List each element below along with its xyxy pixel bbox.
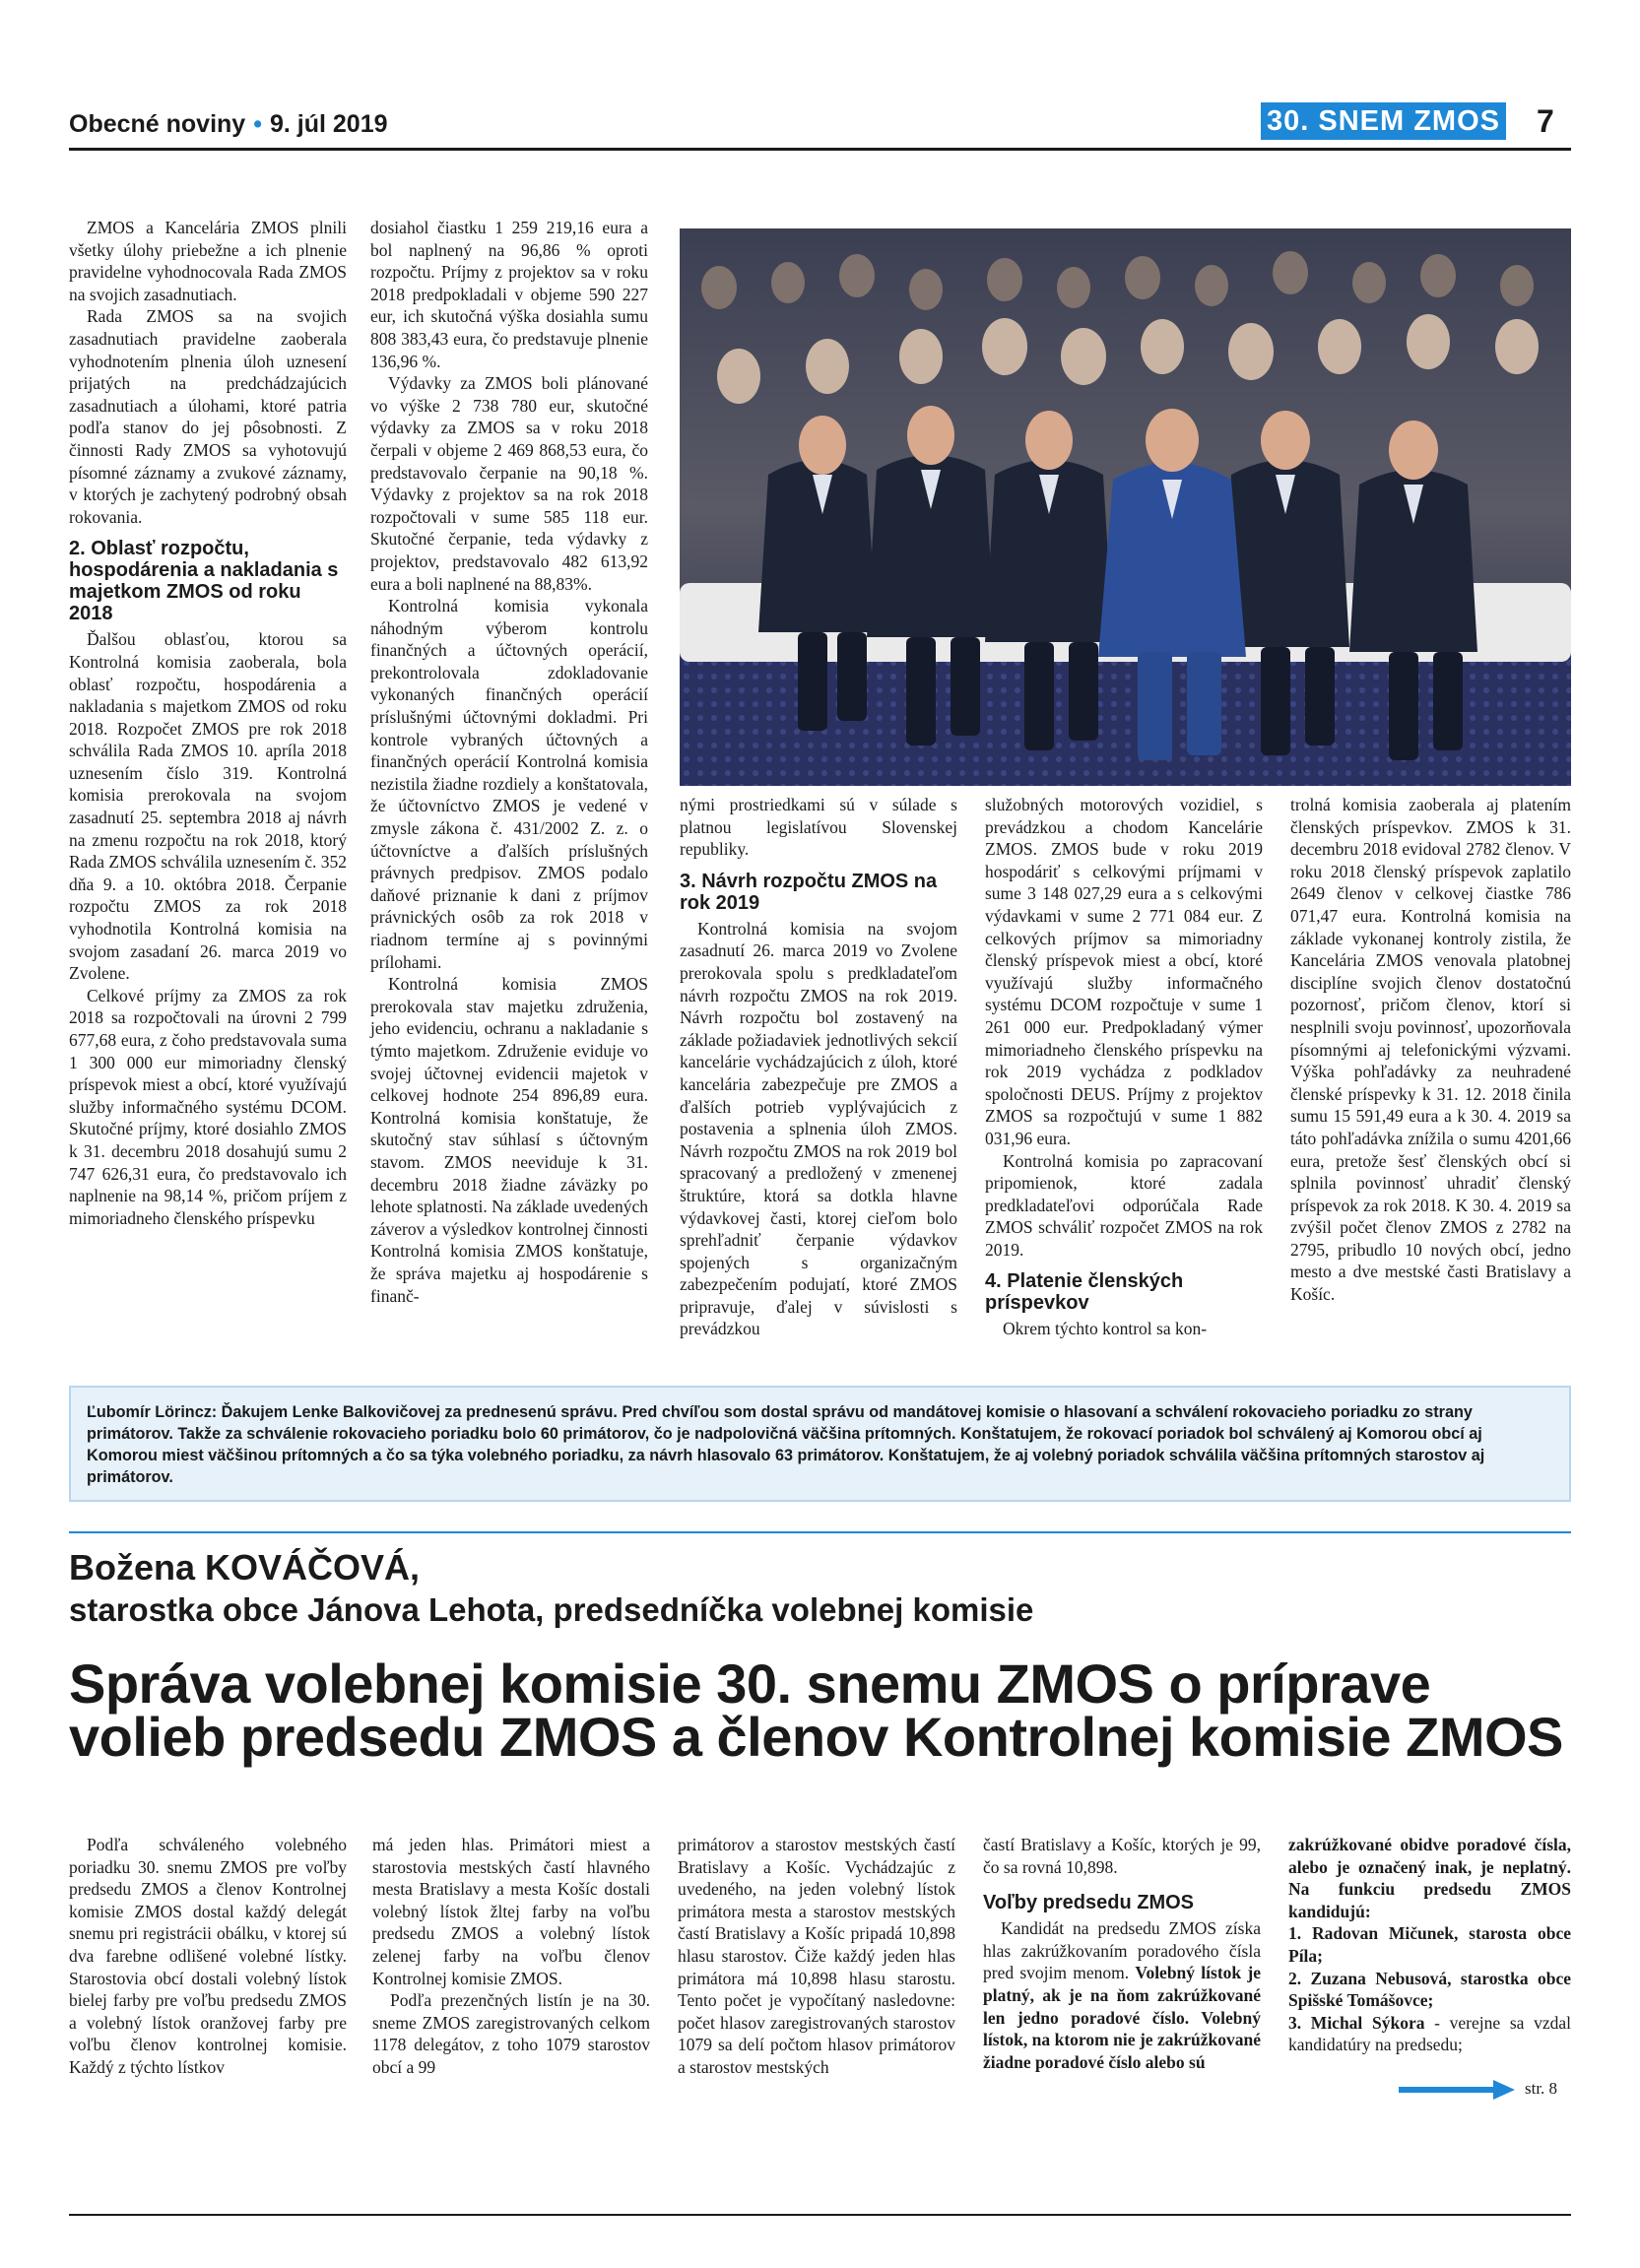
paragraph: dosiahol čiastku 1 259 219,16 eura a bol naplnený na 96,86 % oproti rozpočtu. Príjmy z projektov sa v roku 2018 predpokladali v objeme 590 227 eur, ich skutočná výška dosiahla sumu 808 383,43 eura, čo predstavuje plnenie 136,96 %. bbox=[370, 218, 648, 371]
paragraph: ZMOS a Kancelária ZMOS plnili všetky úlohy priebežne a ich plnenie pravidelne vyhodnocovala Rada ZMOS na svojich zasadnutiach. bbox=[69, 218, 347, 304]
audience-photo-illustration bbox=[680, 228, 1571, 786]
speaker-quote-box: Ľubomír Lörincz: Ďakujem Lenke Balkovičovej za prednesenú správu. Pred chvíľou som dostal správu od mandátovej komisie o hlasovaní a schválení rokovacieho poriadku zo strany primátorov. Takže za schválenie rokovacieho poriadku bolo 60 primátorov, čo je nadpolovičná väčšina prítomných. Konštatujem, že rokovací poriadok bol schválený aj Komorou obcí aj Komorou miest väčšinou prítomných a čo sa týka volebného poriadku, za návrh hlasovalo 63 primátorov. Konštatujem, že aj volebný poriadok schválila väčšina prítomných starostov aj primátorov. bbox=[69, 1386, 1571, 1502]
candidate-3-note: - verejne sa vzdal kandidatúry na predsedu; bbox=[1288, 2012, 1571, 2055]
page-number: 7 bbox=[1537, 103, 1554, 139]
paragraph: zakrúžkované obidve poradové čísla, alebo je označený inak, je neplatný. Na funkciu predsedu ZMOS kandidujú: bbox=[1288, 1835, 1571, 1921]
paragraph: Kontrolná komisia ZMOS prerokovala stav majetku združenia, jeho evidenciu, ochranu a nakladanie s týmto majetkom. Združenie eviduje vo svojej účtovnej evidencii majetok v celkovej hodnote 254 896,89 eura. Kontrolná komisia konštatuje, že skutočný stav súhlasí s účtovným stavom. ZMOS neeviduje k 31. decembru 2018 žiadne záväzky po lehote splatnosti. Na základe uvedených záverov a výsledkov kontrolnej činnosti Kontrolná komisia ZMOS konštatuje, že správa majetku aj hospodárenie s finanč- bbox=[370, 974, 648, 1306]
top-article-column-1 bbox=[69, 217, 347, 1229]
top-article-column-2 bbox=[370, 217, 648, 1307]
section-divider bbox=[69, 1531, 1571, 1533]
section-heading-4: 4. Platenie členských príspevkov bbox=[985, 1270, 1184, 1315]
text-run-bold: Volebný lístok je platný, ak je na ňom zakrúžkované len jedno poradové číslo. Volebný lístok, na ktorom nie je zakrúžkované žiadne poradové číslo alebo sú bbox=[983, 1963, 1261, 2072]
top-article-column-4 bbox=[985, 794, 1263, 1340]
paragraph: Okrem týchto kontrol sa kon- bbox=[1003, 1319, 1208, 1339]
paragraph bbox=[983, 1917, 1261, 2073]
paragraph: Výdavky za ZMOS boli plánované vo výške 2 738 780 eur, skutočné výdavky za ZMOS sa v roku 2018 čerpali v objeme 2 469 868,53 eura, čo predstavovalo čerpanie na 90,18 %. Výdavky z projektov sa na rok 2018 rozpočtovali v sume 585 118 eur. Skutočné čerpanie, teda výdavky z projektov, predstavovalo 482 613,92 eura a boli naplnené na 88,83%. bbox=[370, 373, 648, 594]
candidate-3-name: 3. Michal Sýkora bbox=[1288, 2012, 1425, 2033]
section-heading-2: 2. Oblasť rozpočtu, hospodárenia a nakladania s majetkom ZMOS od roku 2018 bbox=[69, 538, 339, 625]
paragraph: Kontrolná komisia na svojom zasadnutí 26. marca 2019 vo Zvolene prerokovala spolu s predkladateľom návrh rozpočtu ZMOS na rok 2019. Návrh rozpočtu bol zostavený na základe požiadaviek jednotlivých sekcií kancelárie vychádzajúcich z úloh, ktoré kancelária zabezpečuje pre ZMOS a ďalších potrieb vyplývajúcich z postavenia a splnenia úloh ZMOS. Návrh rozpočtu ZMOS na rok 2019 bol spracovaný a predložený v zmenenej štruktúre, ktorá sa dotkla hlavne výdavkovej časti, ktorej cieľom bolo sprehľadniť čerpanie výdavkov spojených s organizačným zabezpečením podujatí, ktoré ZMOS pripravuje, ďalej v súvislosti s prevádzkou bbox=[680, 918, 957, 1339]
top-article-column-3 bbox=[680, 794, 957, 1340]
speaker-role: starostka obce Jánova Lehota, predsedníčka volebnej komisie bbox=[69, 1591, 1034, 1628]
article-headline: Správa volebnej komisie 30. snemu ZMOS o príprave volieb predsedu ZMOS a členov Kontrolnej komisie ZMOS bbox=[69, 1652, 1563, 1768]
paragraph: Podľa prezenčných listín je na 30. sneme ZMOS zaregistrovaných celkom 1178 delegátov, z toho 1079 starostov obcí a 99 bbox=[372, 1990, 650, 2077]
subheading-president-election: Voľby predsedu ZMOS bbox=[983, 1892, 1195, 1914]
candidate-1: 1. Radovan Mičunek, starosta obce Píla; bbox=[1288, 1923, 1571, 1966]
text-run: Kandidát na predsedu ZMOS získa hlas zakrúžkovaním poradového čísla pred svojim menom. bbox=[983, 1918, 1261, 1983]
continued-arrow-icon bbox=[1399, 2078, 1517, 2102]
paragraph: nými prostriedkami sú v súlade s platnou legislatívou Slovenskej republiky. bbox=[680, 795, 957, 860]
publication-name: Obecné noviny bbox=[69, 110, 246, 138]
conference-audience-photo bbox=[680, 228, 1571, 786]
section-label: 30. SNEM ZMOS bbox=[1261, 102, 1506, 140]
speaker-name: Božena KOVÁČOVÁ, bbox=[69, 1547, 421, 1588]
continued-page-label[interactable]: str. 8 bbox=[1525, 2079, 1558, 2098]
paragraph: častí Bratislavy a Košíc, ktorých je 99, čo sa rovná 10,898. bbox=[983, 1835, 1261, 1877]
second-article-column-5 bbox=[1288, 1834, 1571, 2056]
footer-rule bbox=[69, 2214, 1571, 2216]
paragraph: trolná komisia zaoberala aj platením členských príspevkov. ZMOS k 31. decembru 2018 evidoval 2782 členov. V roku 2018 členský príspevok zaplatilo 2649 členov v celkovej čiastke 786 071,47 eura. Kontrolná komisia na základe vykonanej kontroly zistila, že Kancelária ZMOS venovala platobnej disciplíne svojich členov dostatočnú pozornosť, pričom členov, ktorí si nesplnili svoju povinnosť, upozorňovala písomnými aj telefonickými výzvami. Výška pohľadávky za neuhradené členské príspevky k 31. 12. 2018 činila sumu 15 591,49 eura a k 30. 4. 2019 sa táto pohľadávka znížila o sumu 4201,66 eura, pretože šesť členských obcí si splnila povinnosť uhradiť členský príspevok za rok 2018. K 30. 4. 2019 sa zvýšil počet členov ZMOS z 2782 na 2795, pribudlo 10 nových obcí, jedno mesto a dve mestské časti Bratislavy a Košíc. bbox=[1290, 795, 1571, 1305]
paragraph: Celkové príjmy za ZMOS za rok 2018 sa rozpočtovali na úrovni 2 799 677,68 eura, z čoho predstavovala suma 1 300 000 eur mimoriadny členský príspevok miest a obcí, ktoré využívajú služby informačného systému DCOM. Skutočné príjmy, ktoré dosiahlo ZMOS k 31. decembru 2018 dosahujú sumu 2 747 626,31 eura, čo predstavovalo ich naplnenie na 98,14 %, pričom príjem z mimoriadneho členského príspevku bbox=[69, 985, 347, 1228]
second-article-column-4 bbox=[983, 1834, 1261, 2073]
paragraph: Podľa schváleného volebného poriadku 30. snemu ZMOS pre voľby predsedu ZMOS a členov Kontrolnej komisie ZMOS dostal každý delegát snemu pri registrácii obálku, v ktorej sú dva farebne odlišené volebné lístky. Starostovia obcí dostali volebný lístok bielej farby pre voľbu predsedu ZMOS a volebný lístok oranžovej farby pre voľbu členov kontrolnej komisie. Každý z týchto lístkov bbox=[69, 1835, 347, 2077]
page-header bbox=[69, 102, 1571, 152]
candidate-2: 2. Zuzana Nebusová, starostka obce Spišské Tomášovce; bbox=[1288, 1968, 1571, 2011]
header-rule bbox=[69, 148, 1571, 151]
separator-dot-icon: • bbox=[253, 110, 262, 138]
paragraph: služobných motorových vozidiel, s prevádzkou a chodom Kancelárie ZMOS. ZMOS bude v roku 2019 hospodáriť s celkovými príjmami v sume 3 148 027,29 eura a s celkovými výdavkami v sume 2 771 084 eur. Z celkových príjmov sa mimoriadny členský príspevok miest a obcí, ktoré využívajú služby informačného systému DCOM rozpočtuje v sume 1 261 000 eur. Predpokladaný výmer mimoriadneho členského príspevku na rok 2019 vychádza z podkladov spoločnosti DEUS. Príjmy z projektov ZMOS sa rozpočtujú v sume 1 882 031,96 eura. bbox=[985, 795, 1263, 1148]
second-article-column-2 bbox=[372, 1834, 650, 2079]
paragraph: primátorov a starostov mestských častí Bratislavy a Košíc. Vychádzajúc z uvedeného, na jeden volebný lístok primátora mesta a starostov mestských častí Bratislavy a Košíc pripadá 10,898 hlasu starostov. Čiže každý jeden hlas primátora má 10,898 hlasu starostu. Tento počet je vypočítaný nasledovne: počet hlasov zaregistrovaných starostov 1079 sa delí počtom hlasov primátorov a starostov mestských bbox=[678, 1835, 955, 2077]
second-article-column-1 bbox=[69, 1834, 347, 2079]
paragraph: má jeden hlas. Primátori miest a starostovia mestských častí hlavného mesta Bratislavy a mesta Košíc dostali volebný lístok žltej farby na voľbu predsedu ZMOS a volebný lístok zelenej farby na voľbu členov Kontrolnej komisie ZMOS. bbox=[372, 1835, 650, 1988]
paragraph: Kontrolná komisia po zapracovaní pripomienok, ktoré zadala predkladateľovi odporúčala Rade ZMOS schváliť rozpočet ZMOS na rok 2019. bbox=[985, 1150, 1263, 1260]
publication-date-line bbox=[69, 110, 388, 139]
second-article-column-3 bbox=[678, 1834, 955, 2079]
section-heading-3: 3. Návrh rozpočtu ZMOS na rok 2019 bbox=[680, 870, 938, 914]
paragraph: Kontrolná komisia vykonala náhodným výberom kontrolu finančných a účtovných operácií, prekontrolovala zdokladovanie vykonaných finančných operácií príslušnými účtovnými dokladmi. Pri kontrole vybraných účtovných a finančných operácií Kontrolná komisia nezistila žiadne rozdiely a konštatovala, že účtovníctvo ZMOS je vedené v zmysle zákona č. 431/2002 Z. z. o účtovníctve a ďalších príslušných právnych predpisov. ZMOS podalo daňové priznanie k dani z príjmov právnických osôb za rok 2018 v riadnom termíne aj s povinnými prílohami. bbox=[370, 596, 648, 972]
candidate-3 bbox=[1288, 2012, 1571, 2056]
top-article-column-5 bbox=[1290, 794, 1571, 1306]
paragraph: Rada ZMOS sa na svojich zasadnutiach pravidelne zaoberala vyhodnotením plnenia úloh uznesení prijatých na predchádzajúcich zasadnutiach a úlohami, ktoré patria podľa stanov do jej pôsobnosti. Z činnosti Rady ZMOS sa vyhotovujú písomné záznamy a zvukové záznamy, v ktorých je zachytený podrobný obsah rokovania. bbox=[69, 306, 347, 527]
paragraph: Ďalšou oblasťou, ktorou sa Kontrolná komisia zaoberala, bola oblasť rozpočtu, hospodárenia a nakladania s majetkom ZMOS od roku 2018. Rozpočet ZMOS pre rok 2018 schválila Rada ZMOS 10. apríla 2018 uznesením číslo 319. Kontrolná komisia prerokovala na svojom zasadnutí 25. septembra 2018 aj návrh na zmenu rozpočtu na rok 2018, ktorý Rada ZMOS schválila uznesením č. 352 dňa 9. a 10. októbra 2018. Čerpanie rozpočtu ZMOS za rok 2018 vyhodnotila Kontrolná komisia na svojom zasadaní 26. marca 2019 vo Zvolene. bbox=[69, 629, 347, 984]
issue-date: 9. júl 2019 bbox=[269, 110, 388, 138]
